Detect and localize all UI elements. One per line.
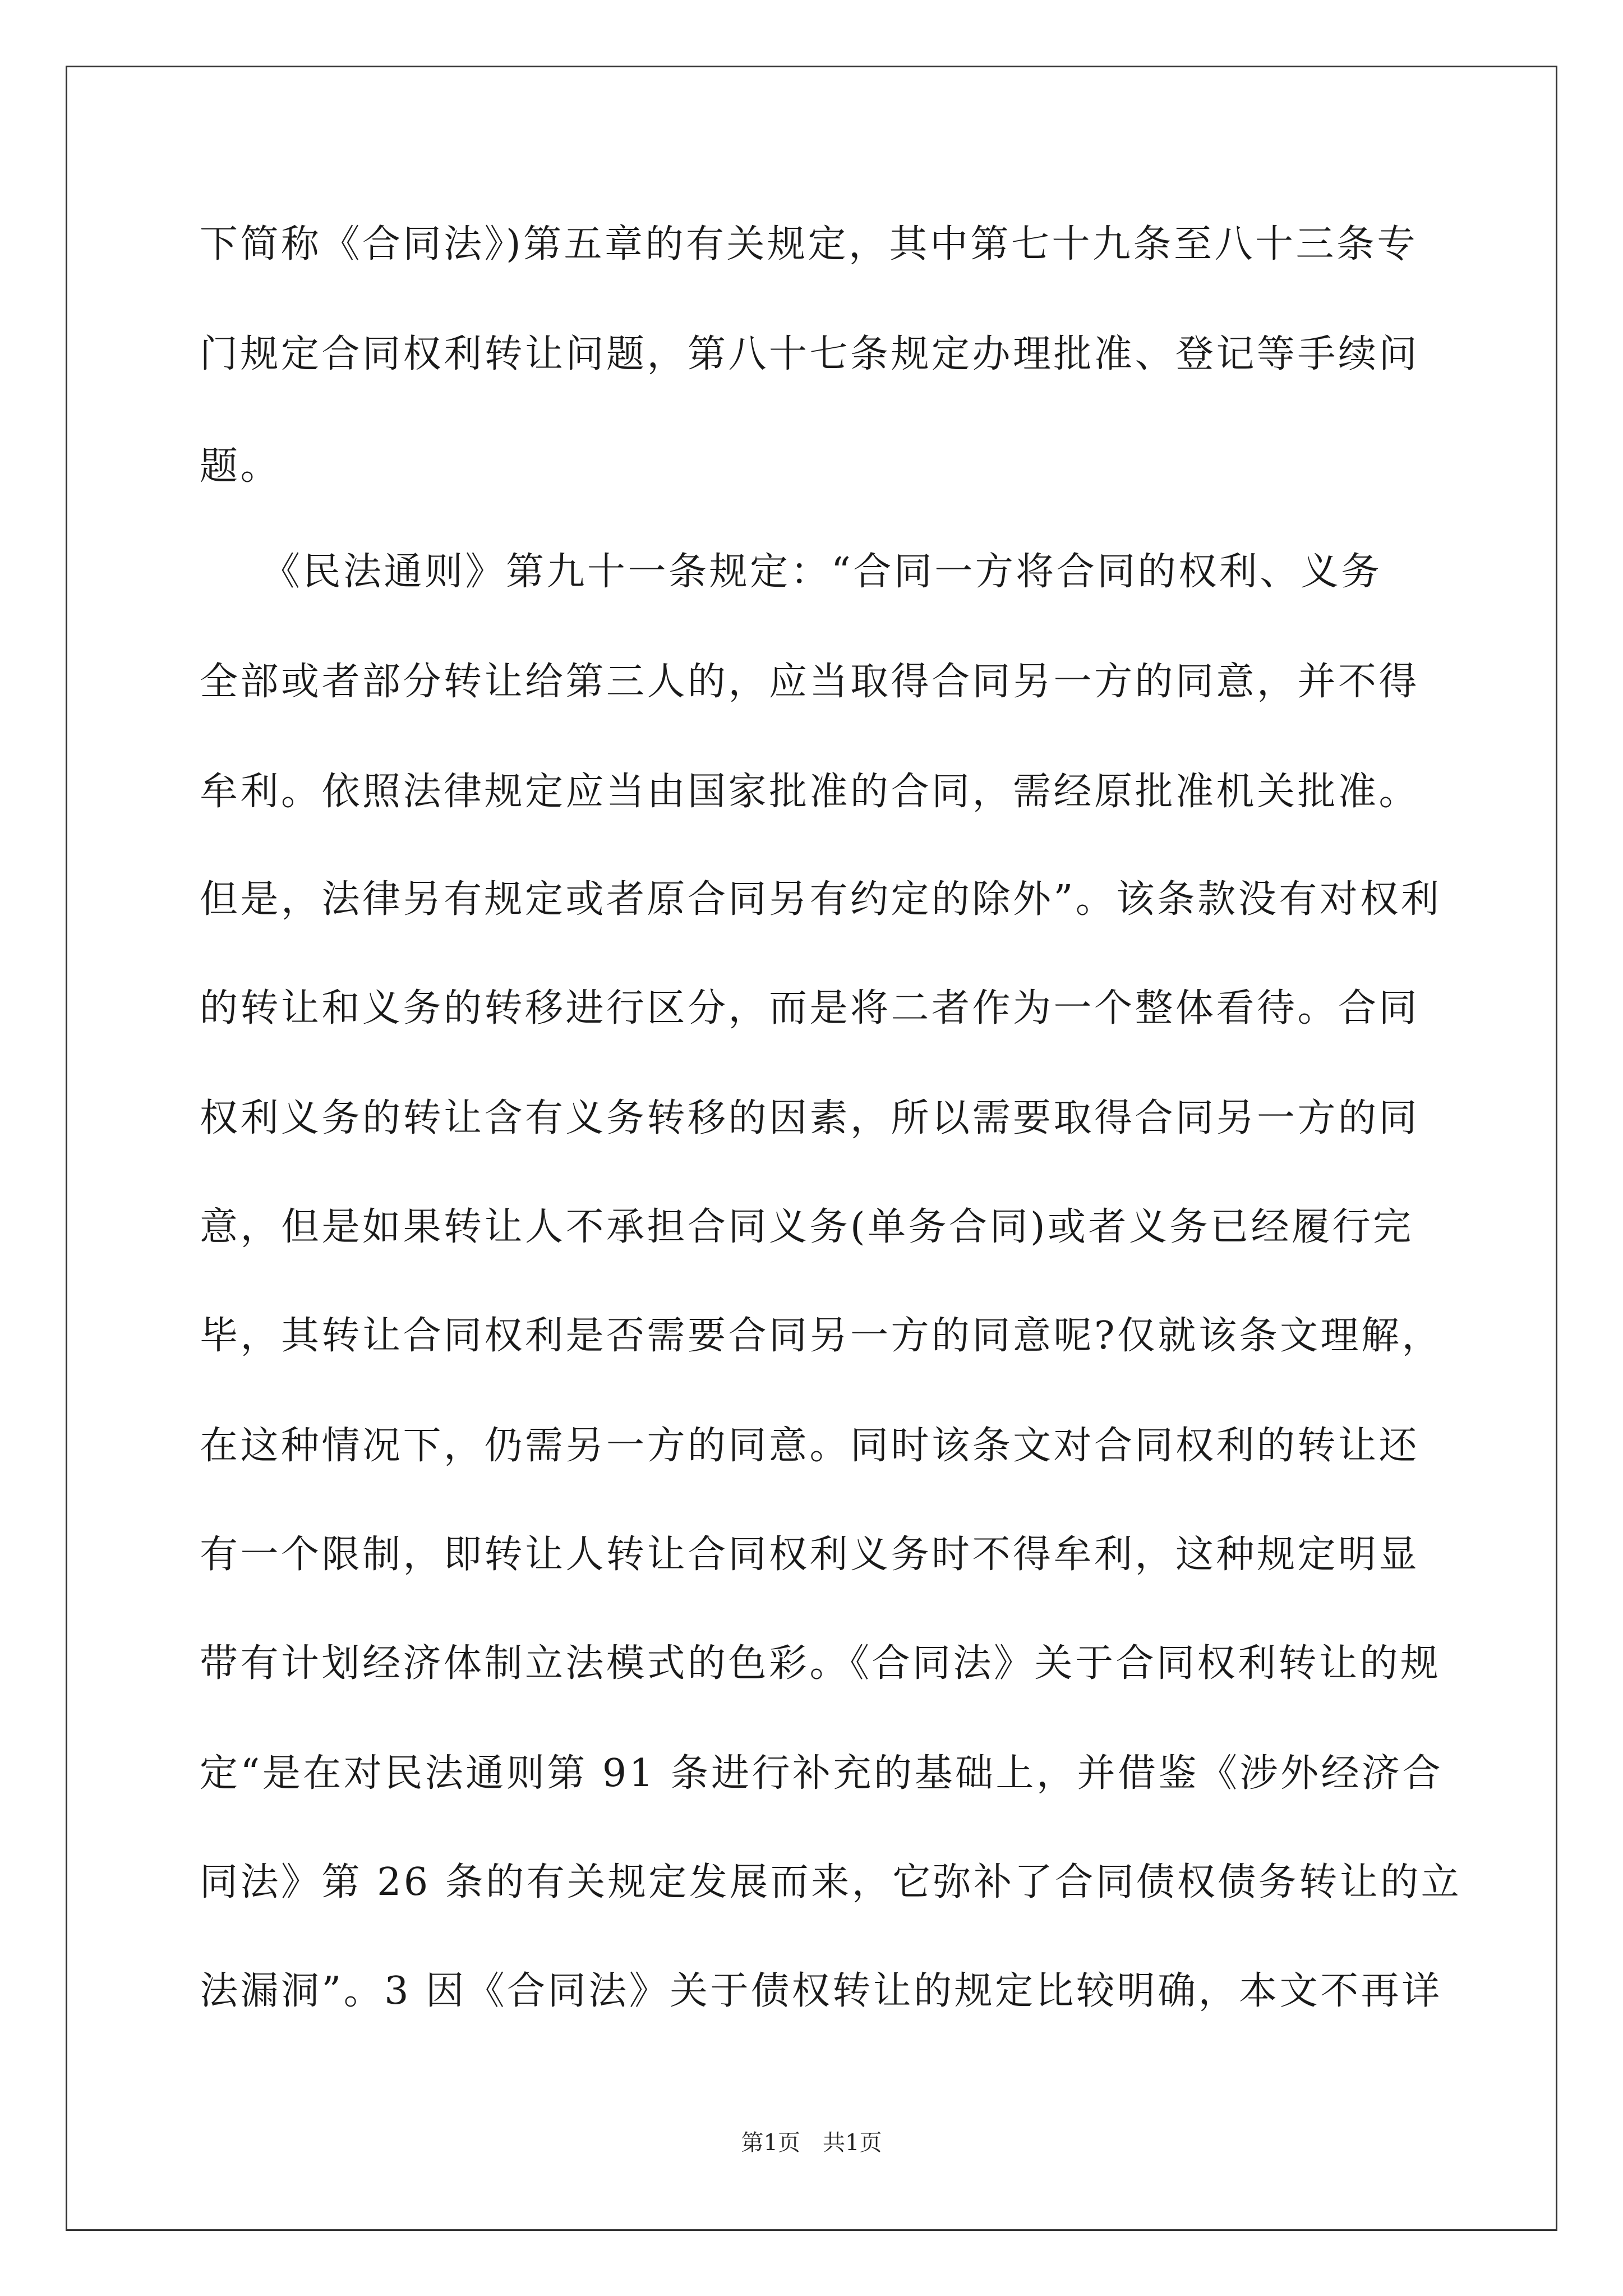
text-line-10: 意，但是如果转让人不承担合同义务(单务合同)或者义务已经履行完 xyxy=(200,1205,1414,1249)
text-line-13: 有一个限制，即转让人转让合同权利义务时不得牟利，这种规定明显 xyxy=(200,1533,1420,1577)
text-line-15: 定“是在对民法通则第 91 条进行补充的基础上，并借鉴《涉外经济合 xyxy=(200,1751,1444,1796)
text-line-7: 但是，法律另有规定或者原合同另有约定的除外”。该条款没有对权利 xyxy=(200,877,1442,922)
text-line-6: 牟利。依照法律规定应当由国家批准的合同，需经原批准机关批准。 xyxy=(200,770,1420,814)
text-line-5: 全部或者部分转让给第三人的，应当取得合同另一方的同意，并不得 xyxy=(200,660,1420,704)
text-line-16: 同法》第 26 条的有关规定发展而来，它弥补了合同债权债务转让的立 xyxy=(200,1860,1462,1904)
text-line-9: 权利义务的转让含有义务转移的因素，所以需要取得合同另一方的同 xyxy=(200,1096,1420,1140)
text-line-12: 在这种情况下，仍需另一方的同意。同时该条文对合同权利的转让还 xyxy=(200,1424,1420,1468)
text-line-4: 《民法通则》第九十一条规定：“合同一方将合同的权利、义务 xyxy=(200,550,1382,594)
text-line-3: 题。 xyxy=(200,444,282,489)
text-line-1: 下简称《合同法》)第五章的有关规定，其中第七十九条至八十三条专 xyxy=(200,222,1418,266)
text-line-14: 带有计划经济体制立法模式的色彩。《合同法》关于合同权利转让的规 xyxy=(200,1641,1441,1686)
text-line-11: 毕，其转让合同权利是否需要合同另一方的同意呢?仅就该条文理解， xyxy=(200,1314,1442,1358)
text-line-17: 法漏洞”。3 因《合同法》关于债权转让的规定比较明确，本文不再详 xyxy=(200,1969,1442,2013)
text-line-8: 的转让和义务的转移进行区分，而是将二者作为一个整体看待。合同 xyxy=(200,986,1420,1030)
text-line-2: 门规定合同权利转让问题，第八十七条规定办理批准、登记等手续问 xyxy=(200,332,1420,376)
page-footer: 第1页 共1页 xyxy=(741,2130,882,2156)
